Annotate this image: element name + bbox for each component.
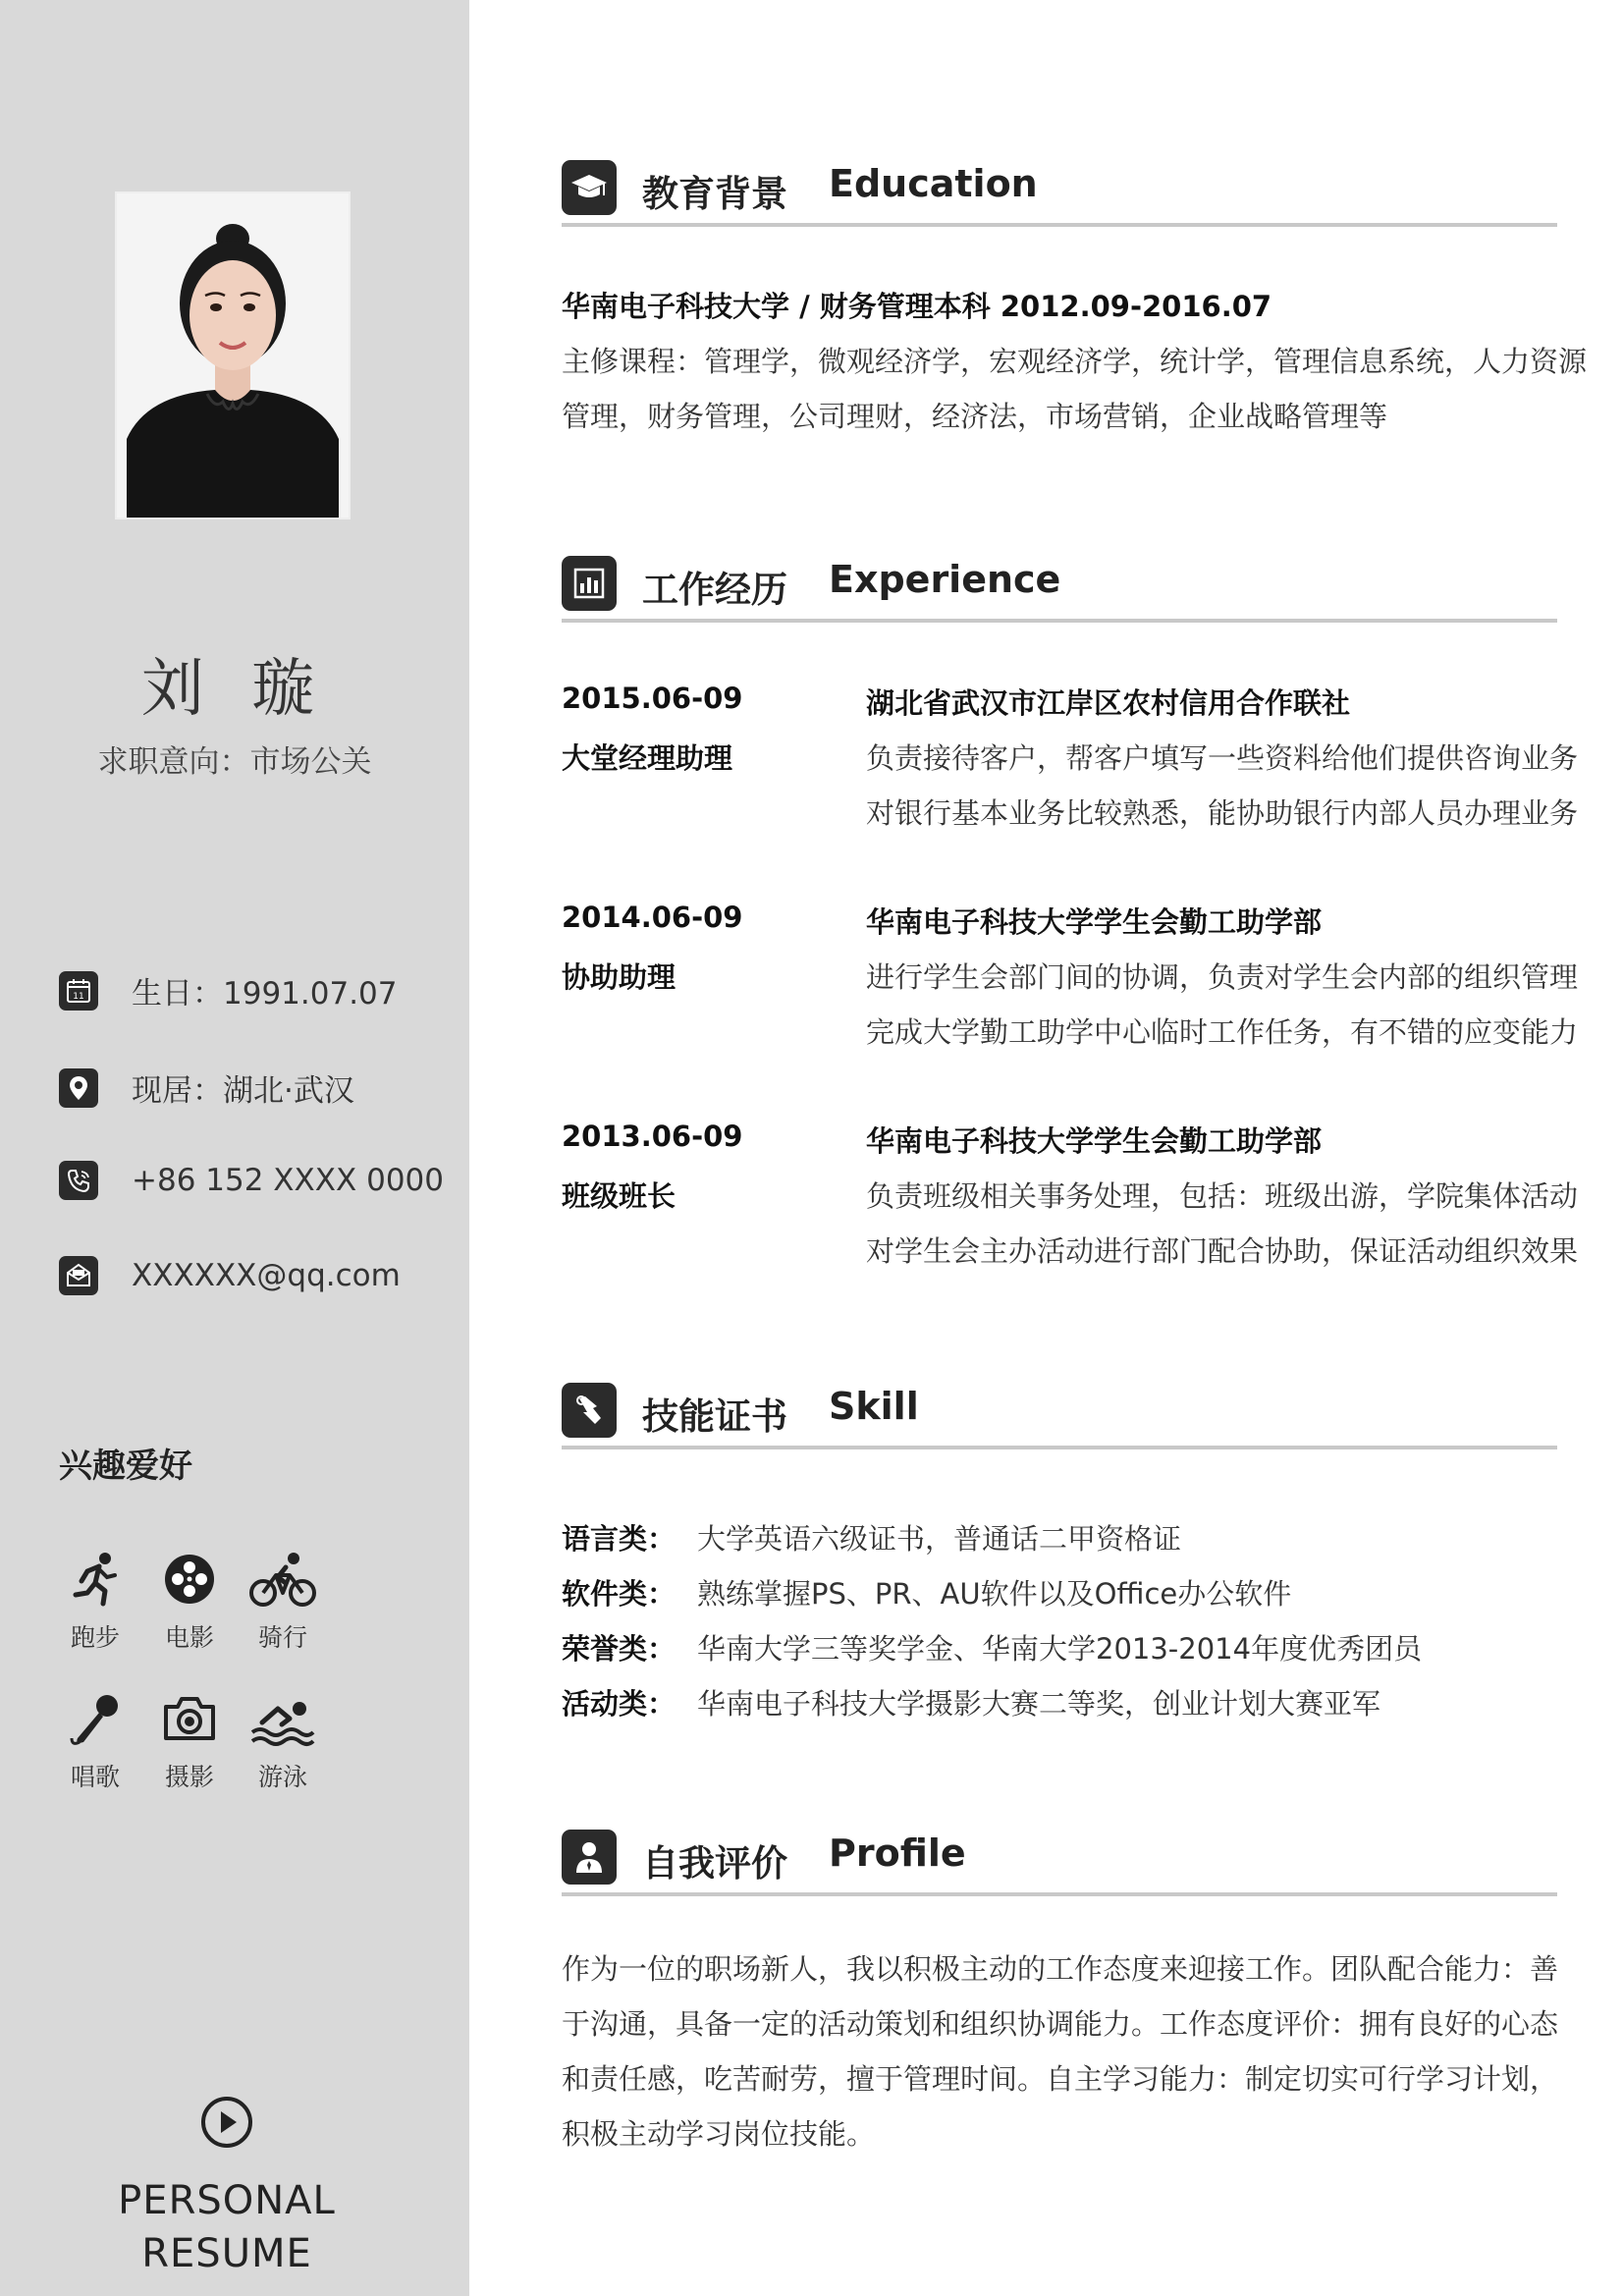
section-title-cn: 自我评价 bbox=[642, 1842, 787, 1885]
hobby-label: 电影 bbox=[164, 1623, 214, 1652]
section-divider bbox=[562, 223, 1557, 227]
experience-date: 2015.06-09 bbox=[562, 682, 743, 715]
skill-value: 熟练掌握PS、PR、AU软件以及Office办公软件 bbox=[697, 1577, 1292, 1611]
camera-icon bbox=[160, 1689, 219, 1748]
section-title-cn: 工作经历 bbox=[642, 569, 787, 611]
candidate-name: 刘 璇 bbox=[140, 653, 329, 726]
section-title-cn: 教育背景 bbox=[642, 173, 787, 215]
education-courses-line: 管理，财务管理，公司理财，经济法，市场营销，企业战略管理等 bbox=[562, 400, 1388, 433]
hobby-singing bbox=[51, 1689, 139, 1793]
hobby-label: 骑行 bbox=[257, 1623, 307, 1652]
experience-role: 大堂经理助理 bbox=[562, 741, 733, 775]
profile-photo bbox=[115, 191, 351, 519]
graduation-cap-icon bbox=[562, 160, 617, 215]
play-icon bbox=[199, 2095, 254, 2154]
experience-desc: 对学生会主办活动进行部门配合协助，保证活动组织效果 bbox=[866, 1234, 1579, 1268]
section-title-en: Profile bbox=[829, 1831, 966, 1875]
contact-text: +86 152 XXXX 0000 bbox=[132, 1163, 444, 1198]
profile-line: 和责任感，吃苦耐劳，擅于管理时间。自主学习能力：制定切实可行学习计划， bbox=[562, 2062, 1559, 2096]
hobby-label: 摄影 bbox=[164, 1763, 214, 1791]
contact-phone bbox=[59, 1161, 444, 1200]
hobby-label: 跑步 bbox=[70, 1623, 120, 1652]
sidebar bbox=[0, 0, 469, 2296]
calendar-number: 11 bbox=[73, 991, 84, 1002]
skill-value: 华南电子科技大学摄影大赛二等奖，创业计划大赛亚军 bbox=[697, 1687, 1381, 1721]
job-intent: 求职意向：市场公关 bbox=[97, 744, 372, 780]
contact-birthday bbox=[59, 968, 398, 1012]
section-divider bbox=[562, 1446, 1557, 1449]
film-reel-icon bbox=[160, 1550, 219, 1609]
education-courses-line: 主修课程：管理学，微观经济学，宏观经济学，统计学，管理信息系统，人力资源 bbox=[562, 345, 1588, 378]
hobby-running bbox=[51, 1550, 139, 1654]
experience-date: 2013.06-09 bbox=[562, 1120, 743, 1153]
experience-date: 2014.06-09 bbox=[562, 901, 743, 934]
phone-icon bbox=[59, 1161, 98, 1200]
section-title-cn: 技能证书 bbox=[642, 1395, 787, 1438]
profile-line: 作为一位的职场新人，我以积极主动的工作态度来迎接工作。团队配合能力：善 bbox=[562, 1952, 1559, 1986]
skill-label: 软件类： bbox=[562, 1577, 676, 1611]
email-icon bbox=[59, 1256, 98, 1295]
experience-desc: 负责接待客户，帮客户填写一些资料给他们提供咨询业务 bbox=[866, 741, 1579, 775]
experience-desc: 对银行基本业务比较熟悉，能协助银行内部人员办理业务 bbox=[866, 796, 1579, 830]
experience-org: 华南电子科技大学学生会勤工助学部 bbox=[866, 905, 1323, 939]
microphone-icon bbox=[66, 1689, 125, 1748]
skill-value: 大学英语六级证书，普通话二甲资格证 bbox=[697, 1522, 1182, 1556]
skill-label: 语言类： bbox=[562, 1522, 676, 1556]
location-icon bbox=[59, 1068, 98, 1108]
education-school: 华南电子科技大学 / 财务管理本科 2012.09-2016.07 bbox=[562, 290, 1272, 323]
hobby-movie bbox=[145, 1550, 234, 1654]
hobby-label: 唱歌 bbox=[70, 1763, 120, 1791]
skill-value: 华南大学三等奖学金、华南大学2013-2014年度优秀团员 bbox=[697, 1632, 1423, 1666]
hobby-label: 游泳 bbox=[257, 1763, 307, 1791]
contact-text: 生日：1991.07.07 bbox=[132, 976, 398, 1011]
experience-org: 湖北省武汉市江岸区农村信用合作联社 bbox=[866, 686, 1351, 720]
hand-pointer-icon bbox=[562, 1383, 617, 1438]
skill-label: 活动类： bbox=[562, 1687, 676, 1721]
section-divider bbox=[562, 619, 1557, 623]
section-title-en: Education bbox=[829, 162, 1038, 205]
experience-role: 班级班长 bbox=[562, 1179, 676, 1213]
swimming-icon bbox=[248, 1689, 317, 1748]
bar-chart-icon bbox=[562, 556, 617, 611]
section-title-en: Experience bbox=[829, 558, 1061, 601]
contact-text: 现居：湖北·武汉 bbox=[132, 1073, 354, 1109]
experience-org: 华南电子科技大学学生会勤工助学部 bbox=[866, 1124, 1323, 1158]
user-icon bbox=[562, 1830, 617, 1885]
footer-resume: RESUME bbox=[141, 2231, 312, 2276]
experience-role: 协助助理 bbox=[562, 960, 676, 994]
experience-desc: 完成大学勤工助学中心临时工作任务，有不错的应变能力 bbox=[866, 1015, 1579, 1049]
experience-desc: 负责班级相关事务处理，包括：班级出游，学院集体活动 bbox=[866, 1179, 1579, 1213]
hobby-cycling bbox=[239, 1550, 327, 1654]
running-icon bbox=[66, 1550, 125, 1609]
profile-line: 于沟通，具备一定的活动策划和组织协调能力。工作态度评价：拥有良好的心态 bbox=[562, 2007, 1559, 2041]
contact-text: XXXXXX@qq.com bbox=[132, 1258, 401, 1293]
profile-line: 积极主动学习岗位技能。 bbox=[562, 2117, 876, 2151]
contact-email bbox=[59, 1256, 401, 1295]
section-title-en: Skill bbox=[829, 1385, 919, 1428]
footer-personal: PERSONAL bbox=[118, 2178, 336, 2223]
skill-label: 荣誉类： bbox=[562, 1632, 676, 1666]
section-divider bbox=[562, 1892, 1557, 1896]
calendar-icon bbox=[59, 971, 98, 1011]
hobby-photography bbox=[145, 1689, 234, 1793]
contact-location bbox=[59, 1066, 354, 1110]
hobby-swimming bbox=[239, 1689, 327, 1793]
hobbies-title: 兴趣爱好 bbox=[59, 1447, 192, 1486]
experience-desc: 进行学生会部门间的协调，负责对学生会内部的组织管理 bbox=[866, 960, 1579, 994]
bicycle-icon bbox=[248, 1550, 317, 1609]
